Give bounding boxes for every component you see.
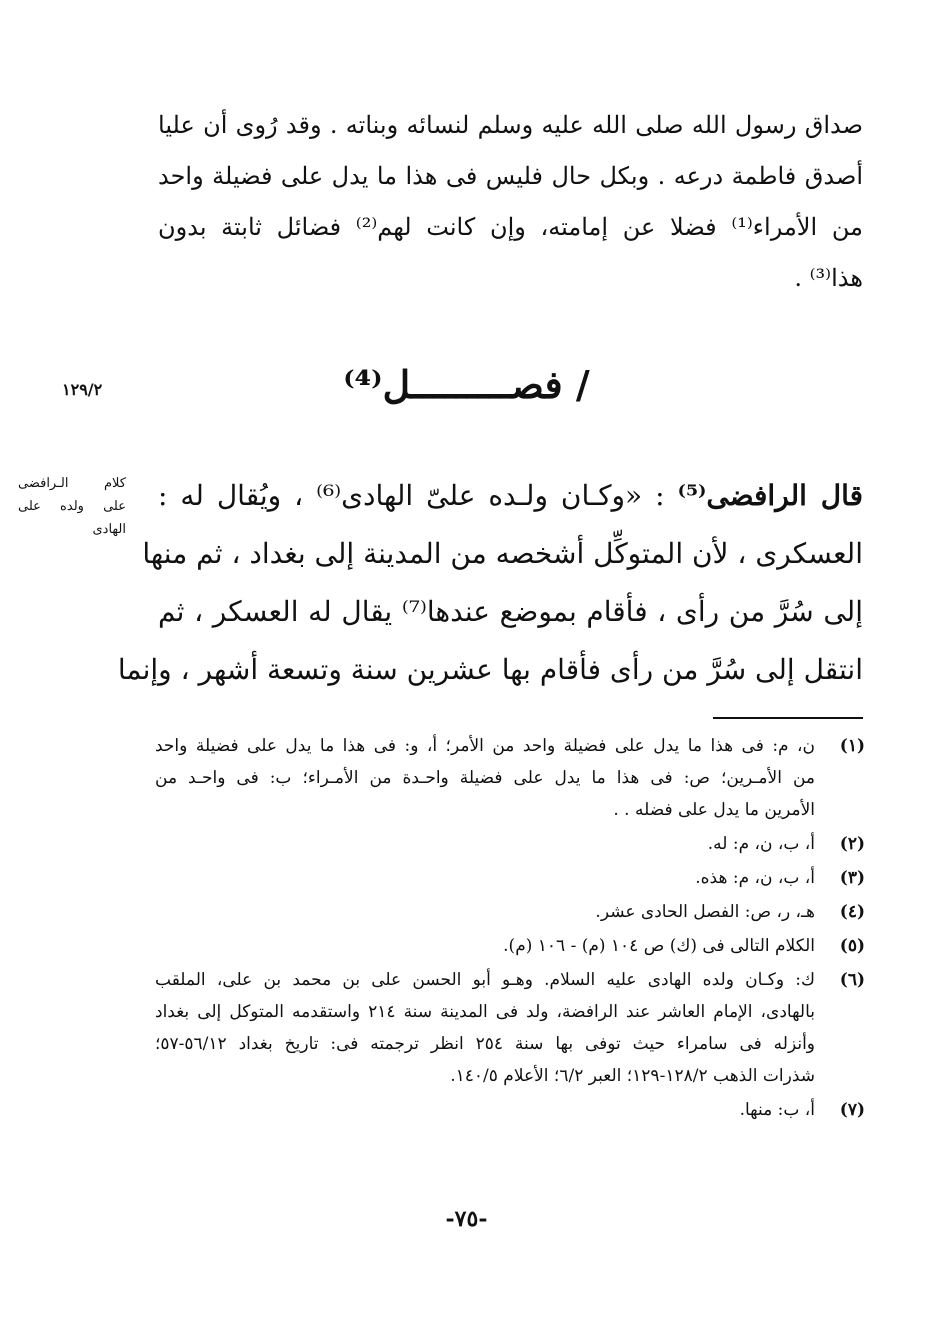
footnotes [155,730,865,1128]
footnote-line: أ، ب، ن، م: هذه. [695,868,815,888]
footnote-line: الكلام التالى فى (ك) ص ١٠٤ (م) - ١٠٦ (م). [503,936,815,956]
footnote-body [155,730,815,826]
text-line: هذا⁽³⁾ . [794,264,863,292]
speaker-label: قال الرافضى⁽⁵⁾ [677,479,863,512]
text-line: انتقل إلى سُرَّ من رأى فأقام بها عشرين سنة وتسعة أشهر ، وإنما [117,653,863,686]
footnote-line: ن، م: فى هذا ما يدل على فضيلة واحد من الأمر؛ أ، و: فى هذا ما يدل على فضيلة واحد [155,736,815,756]
footnote-body [155,862,815,894]
page-number: -٧٥- [445,1206,488,1232]
footnote [155,964,865,1092]
footnote-line: شذرات الذهب ١٢٨/٢-١٢٩؛ العبر ٦/٢؛ الأعلام ١٤٠/٥. [450,1066,815,1086]
footnote-line: من الأمـرين؛ ص: فى هذا ما يدل على فضيلة واحـدة من الأمـراء؛ ب: فى واحـد من [155,768,815,788]
margin-note [18,472,126,541]
text-line: أصدق فاطمة درعه . وبكل حال فليس فى هذا ما يدل على فضيلة واحد [158,162,863,190]
footnote-number: (٥) [839,936,865,956]
footnote-line: بالهادى، الإمام العاشر عند الرافضة، ولد فى المدينة سنة ٢١٤ واستقدمه المتوكل إلى بغداد [155,1002,816,1022]
text-segment: : «وكـان ولـده علىّ الهادى⁽⁶⁾ ، ويُقال له : [158,479,678,512]
footnote [155,730,865,826]
footnote-body [155,828,815,860]
text-line: من الأمراء⁽¹⁾ فضلا عن إمامته، وإن كانت لهم⁽²⁾ فضائل ثابتة بدون [158,213,863,241]
text-line: صداق رسول الله صلى الله عليه وسلم لنسائه وبناته . وقد رُوى أن عليا [158,111,863,139]
section-heading: / فصـــــــــل⁽⁴⁾ [343,362,590,407]
top-paragraph [158,100,863,304]
footnote [155,896,865,928]
footnote-divider [713,717,863,719]
footnote-number: (٣) [839,868,865,888]
footnote-number: (١) [839,736,865,756]
footnote-line: الأمرين ما يدل على فضله . . [613,800,815,820]
text-line: العسكرى ، لأن المتوكِّل أشخصه من المدينة إلى بغداد ، ثم منها [142,537,863,570]
footnote-body [155,896,815,928]
footnote-body [155,964,815,1092]
main-paragraph [117,467,863,699]
margin-note-line: الهادى [92,522,126,537]
footnote-line: أ، ب، ن، م: له. [707,834,815,854]
footnote-line: ك: وكـان ولده الهادى عليه السلام. وهـو أبو الحسن على بن محمد بن على، الملقب [155,970,815,990]
footnote-number: (٧) [839,1100,865,1120]
footnote-number: (٦) [839,970,865,990]
footnote [155,862,865,894]
footnote-line: أ، ب: منها. [739,1100,815,1120]
footnote-body [155,1094,815,1126]
footnote [155,930,865,962]
margin-note-line: على ولده على [18,499,126,514]
footnote [155,1094,865,1126]
footnote-line: هـ، ر، ص: الفصل الحادى عشر. [595,902,815,922]
text-line [158,467,863,525]
footnote-body [155,930,815,962]
footnote-number: (٢) [839,834,865,854]
volume-page-reference: ١٢٩/٢ [62,380,103,399]
footnote-line: وأنزله فى سامراء حيث توفى بها سنة ٢٥٤ انظر ترجمته فى: تاريخ بغداد ٥٦/١٢-٥٧؛ [155,1034,815,1054]
footnote [155,828,865,860]
text-line: إلى سُرَّ من رأى ، فأقام بموضع عندها⁽⁷⁾ يقال له العسكر ، ثم [158,595,863,628]
margin-note-line: كلام الـرافضى [18,476,126,491]
footnote-number: (٤) [839,902,865,922]
